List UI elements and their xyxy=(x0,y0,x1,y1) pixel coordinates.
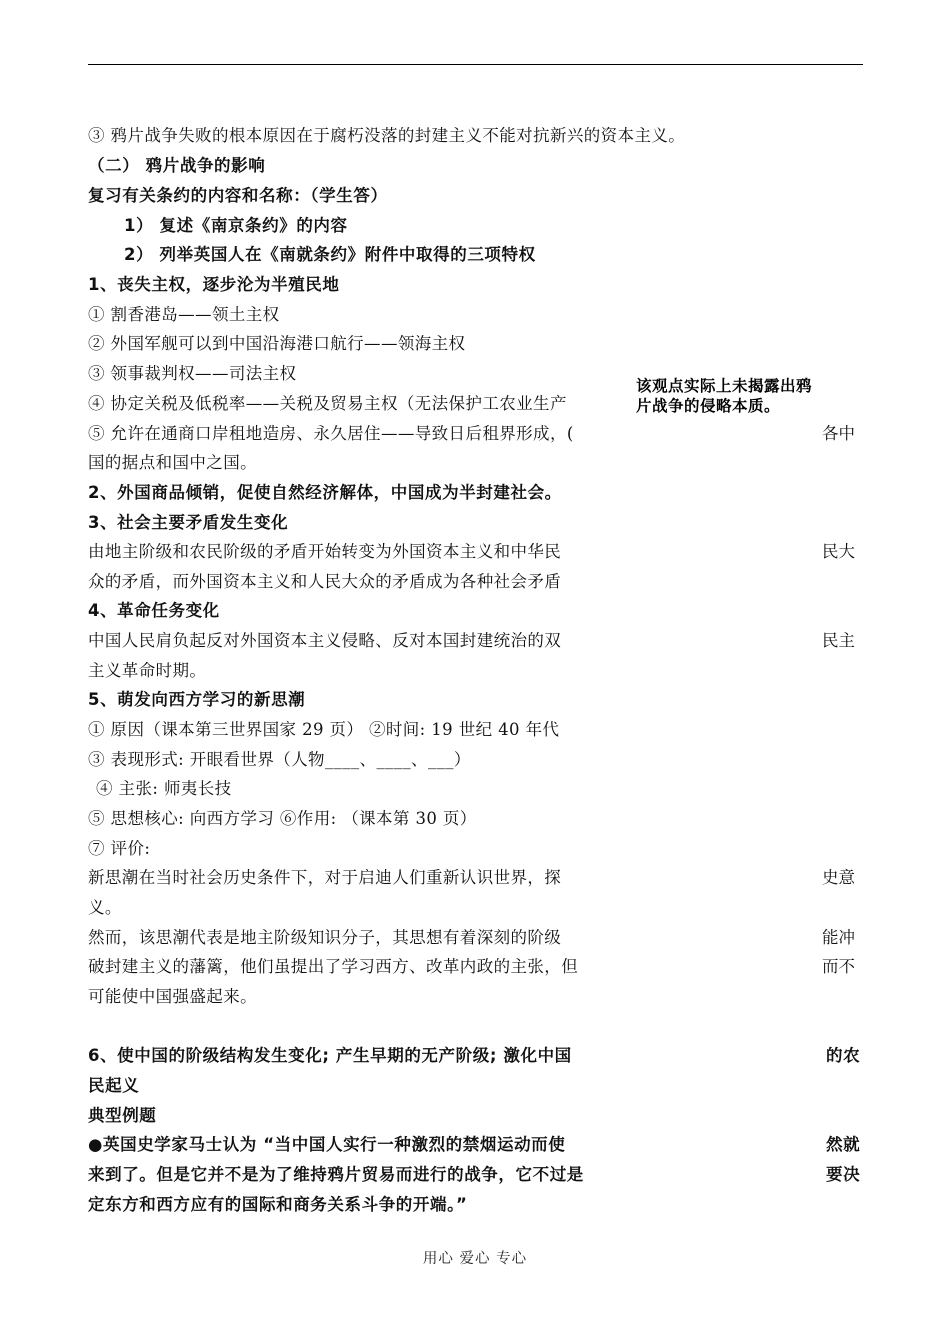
page-footer: 用心 爱心 专心 xyxy=(422,1251,528,1267)
text-line: 国的据点和国中之国。 xyxy=(88,453,257,472)
section-heading: （二） 鸦片战争的影响 xyxy=(88,156,266,175)
text-line: ③ 鸦片战争失败的根本原因在于腐朽没落的封建主义不能对抗新兴的资本主义。 xyxy=(88,126,686,145)
example-text: ●英国史学家马士认为 “当中国人实行一种激烈的禁烟运动而使 xyxy=(88,1135,566,1154)
text-line: 复习有关条约的内容和名称：（学生答） xyxy=(88,186,388,205)
text-line: ② 外国军舰可以到中国沿海港口航行——领海主权 xyxy=(88,334,466,353)
text-line: 新思潮在当时社会历史条件下，对于启迪人们重新认识世界，探 xyxy=(88,868,562,887)
text-line: ① 割香港岛——领土主权 xyxy=(88,305,280,324)
subheading: 4、革命任务变化 xyxy=(88,601,220,620)
text-line: ⑤ 允许在通商口岸租地造房、永久居住——导致日后租界形成，( xyxy=(88,424,574,443)
text-line: 主义革命时期。 xyxy=(88,661,207,680)
subheading: 5、萌发向西方学习的新思潮 xyxy=(88,690,306,709)
text-fragment: 的农 xyxy=(826,1046,861,1065)
text-fragment: 要决 xyxy=(826,1165,861,1184)
margin-note-box xyxy=(624,372,820,1212)
text-line: ④ 主张: 师夷长技 xyxy=(96,779,232,798)
subheading: 民起义 xyxy=(88,1076,140,1095)
text-line: 然而，该思潮代表是地主阶级知识分子，其思想有着深刻的阶级 xyxy=(88,928,562,947)
text-line: 破封建主义的藩篱，他们虽提出了学习西方、改革内政的主张，但 xyxy=(88,957,579,976)
text-line: 2） 列举英国人在《南就条约》附件中取得的三项特权 xyxy=(124,245,536,264)
text-fragment: 民大 xyxy=(822,542,855,561)
text-line: 众的矛盾，而外国资本主义和人民大众的矛盾成为各种社会矛盾 xyxy=(88,572,562,591)
text-line: 由地主阶级和农民阶级的矛盾开始转变为外国资本主义和中华民 xyxy=(88,542,562,561)
text-fragment: 各中 xyxy=(822,424,855,443)
text-line: 可能使中国强盛起来。 xyxy=(88,987,257,1006)
text-fragment: 然就 xyxy=(826,1135,861,1154)
text-fragment: 史意 xyxy=(822,868,855,887)
text-line: 1） 复述《南京条约》的内容 xyxy=(124,216,348,235)
subheading: 2、外国商品倾销，促使自然经济解体，中国成为半封建社会。 xyxy=(88,483,562,502)
subheading: 6、使中国的阶级结构发生变化; 产生早期的无产阶级; 激化中国 xyxy=(88,1046,572,1065)
text-line: ④ 协定关税及低税率——关税及贸易主权（无法保护工农业生产 xyxy=(88,394,567,413)
text-line: ⑦ 评价: xyxy=(88,839,151,858)
text-line: ③ 表现形式: 开眼看世界（人物____、____、___） xyxy=(88,750,471,769)
header-rule xyxy=(88,64,863,65)
section-heading: 典型例题 xyxy=(88,1106,157,1125)
text-fragment: 民主 xyxy=(822,631,855,650)
text-line: ① 原因（课本第三世界国家 29 页） ②时间: 19 世纪 40 年代 xyxy=(88,720,560,739)
text-line: ⑤ 思想核心: 向西方学习 ⑥作用: （课本第 30 页） xyxy=(88,809,477,828)
subheading: 3、社会主要矛盾发生变化 xyxy=(88,513,289,532)
text-fragment: 而不 xyxy=(822,957,855,976)
text-fragment: 能冲 xyxy=(822,928,855,947)
example-text: 来到了。但是它并不是为了维持鸦片贸易而进行的战争，它不过是 xyxy=(88,1165,584,1184)
text-line: 义。 xyxy=(88,898,122,917)
text-line: ③ 领事裁判权——司法主权 xyxy=(88,364,297,383)
subheading: 1、丧失主权，逐步沦为半殖民地 xyxy=(88,275,340,294)
text-line: 中国人民肩负起反对外国资本主义侵略、反对本国封建统治的双 xyxy=(88,631,562,650)
example-text: 定东方和西方应有的国际和商务关系斗争的开端。” xyxy=(88,1195,468,1214)
margin-note: 该观点实际上未揭露出鸦片战争的侵略本质。 xyxy=(636,377,813,415)
